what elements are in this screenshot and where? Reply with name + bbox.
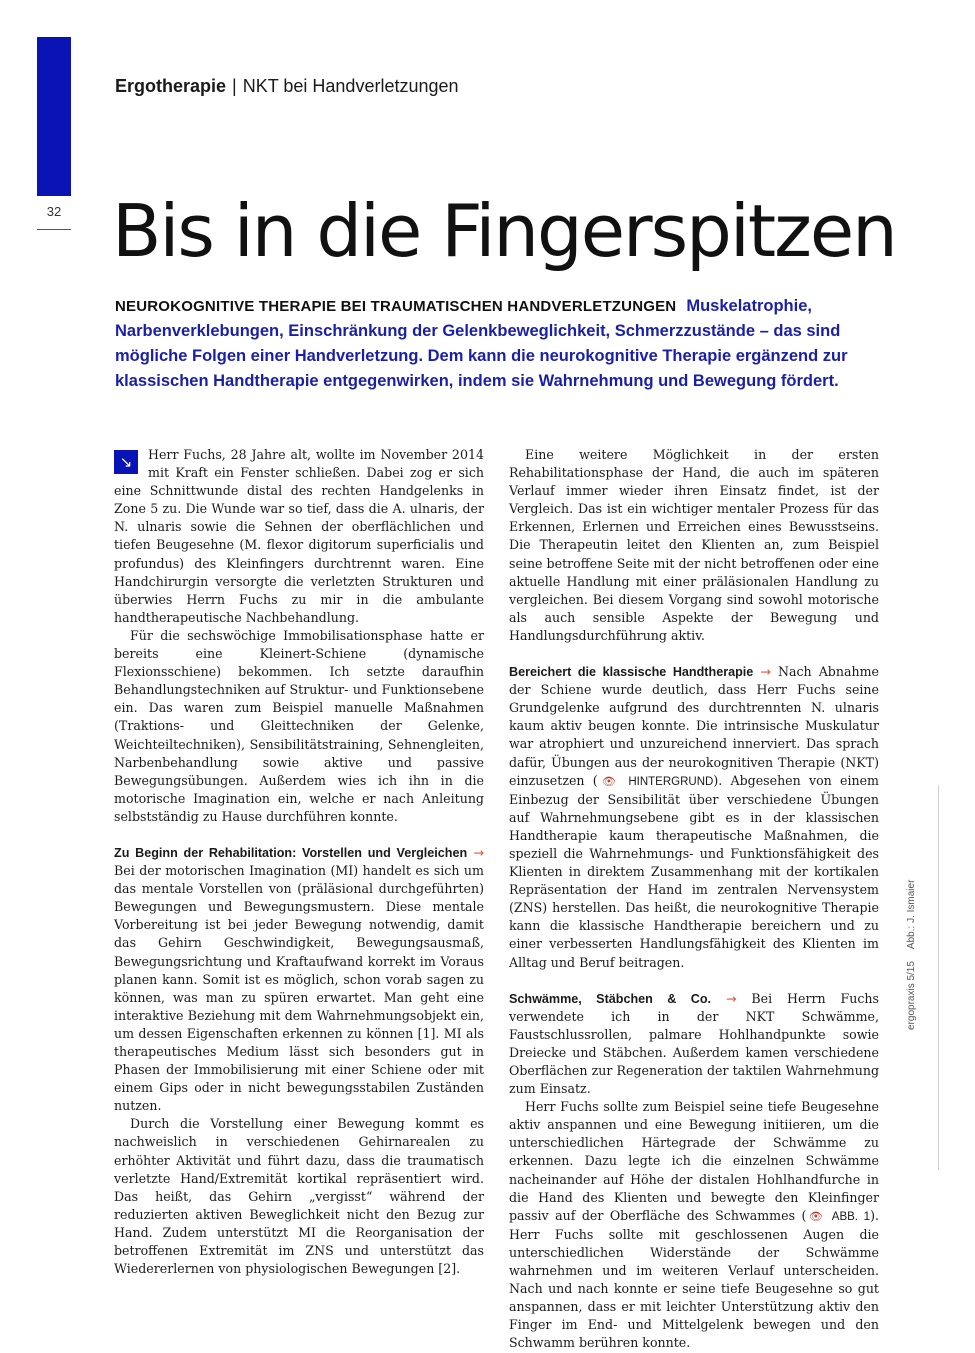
paragraph: Für die sechswöchige Immobilisationsphase hatte er bereits eine Kleinert-Schiene (dynamische Flexionsschiene) bekommen. Ich setzte daraufhin Behandlungstechniken auf Struktur- und Funktionsebene ein. Das waren zum Beispiel manuelle Maßnahmen (Traktions- und Gleittechniken der Gelenke, Weichteiltechniken), Sensibilitätstraining, Sehnengleiten, Narbenbehandlung sowie aktive und passive Bewegungsübungen. Außerdem wies ich ihn in die motorische Imagination ein, welche er nach Anleitung selbstständig zu Hause durchführen konnte. (114, 627, 484, 824)
body-column-right: Eine weitere Möglichkeit in der ersten Rehabilitationsphase der Hand, die auch im späteren Verlauf immer wieder ihren Einsatz findet, ist der Vergleich. Das ist ein wichtiger mentaler Prozess für das Erkennen, Erlernen und Erreichen eines Bewusstseins. Die Therapeutin leitet den Klienten an, zum Beispiel seine betroffene Seite mit der nicht betroffenen oder eine aktuelle Handlung mit einer präläsionalen Handlung zu vergleichen. Bei diesem Vorgang sind sowohl motorische als auch sensible Aspekte der Bewegung und Handlungsdurchführung aktiv. Bereichert die klassische Handtherapie → Nach Abnahme der Schiene wurde deutlich, dass Herr Fuchs seine Grundgelenke aufgrund des durchtrennten N. ulnaris kaum aktiv beugen konnte. Die intrinsische Muskulatur war atrophiert und unzureichend innerviert. Das sprach dafür, Übungen aus der neurokognitiven Therapie (NKT) einzusetzen (👁 HINTERGRUND). Abgesehen von einem Einbezug der Sensibilität über verschiedene Übungen auf Wahrnehmungsebene gibt es in der klassischen Handtherapie kaum therapeutische Maßnahmen, die speziell die Wahrnehmungs- und Funktionsfähigkeit des Klienten in direktem Zusammenhang mit der kortikalen Repräsentation der Hand im zentralen Nervensystem (ZNS) herstellen. Das heißt, die neurokognitive Therapie kann die klassische Handtherapie bereichern und zu einer verbesserten Handlungsfähigkeit des Klienten im Alltag und Beruf beitragen. Schwämme, Stäbchen & Co. → Bei Herrn Fuchs verwendete ich in der NKT Schwämme, Faustschlussrollen, palmare Hohlhandpunkte sowie Dreiecke und Stäbchen. Außerdem kamen verschiedene Oberflächen zur Regeneration der taktilen Wahrnehmung zum Einsatz. Herr Fuchs sollte zum Beispiel seine tiefe Beugesehne aktiv anspannen und eine Bewegung initiieren, um die unterschiedlichen Härtegrade der Schwämme zu erkennen. Dazu legte ich die einzelnen Schwämme nacheinander auf Höhe der distalen Hohlhandfurche in die Hand des Klienten und bewegte den Kleinfinger passiv auf der Oberfläche des Schwammes (👁 ABB. 1). Herr Fuchs sollte mit geschlossenen Augen die unterschiedlichen Widerstände der Schwämme wahrnehmen und im weiteren Verlauf unterscheiden. Nach und nach konnte er seine tiefe Beugesehne so gut anspannen, dass er mit leichter Unterstützung aktiv den Finger im End- und Mittelgelenk bewegen und den Schwamm berühren konnte. (509, 446, 879, 1353)
arrow-right-icon: → (473, 844, 484, 860)
image-credit: Abb.: J. Ismaier (906, 879, 917, 950)
running-header (115, 76, 459, 97)
header-separator: | (232, 76, 237, 96)
paragraph: ↘ Herr Fuchs, 28 Jahre alt, wollte im November 2014 mit Kraft ein Fenster schließen. Dabei zog er sich eine Schnittwunde distal des rechten Handgelenks in Zone 5 zu. Die Wunde war so tief, dass die A. ulnaris, der N. ulnaris sowie die Sehnen der oberflächlichen und tiefen Beugesehne (M. flexor digitorum superficialis und profundus) des Kleinfingers durchtrennt waren. Eine Handchirurgin versorgte die verletzten Strukturen und überwies Herrn Fuchs zu mir in die ambulante handtherapeutische Nachbehandlung. (114, 447, 484, 625)
article-title: Bis in die Fingerspitzen (112, 189, 896, 273)
journal-issue: ergopraxis 5/15 (906, 961, 917, 1030)
lead-kicker: NEUROKOGNITIVE THERAPIE BEI TRAUMATISCHEN HANDVERLETZUNGEN (115, 298, 677, 315)
paragraph: Herr Fuchs sollte zum Beispiel seine tiefe Beugesehne aktiv anspannen und eine Bewegung initiieren, um die unterschiedlichen Härtegrade der Schwämme zu erkennen. Dazu legte ich die einzelnen Schwämme nacheinander auf Höhe der distalen Hohlhandfurche in die Hand des Klienten und bewegte den Kleinfinger passiv auf der Oberfläche des Schwammes (👁 ABB. 1). Herr Fuchs sollte mit geschlossenen Augen die unterschiedlichen Widerstände der Schwämme wahrnehmen und im weiteren Verlauf unterscheiden. Nach und nach konnte er seine tiefe Beugesehne so gut anspannen, dass er mit leichter Unterstützung aktiv den Finger im End- und Mittelgelenk bewegen und den Schwamm berühren konnte. (509, 1099, 879, 1351)
figure-reference-link[interactable]: ABB. 1 (831, 1210, 871, 1223)
side-credit (906, 880, 926, 1030)
eye-icon: 👁 (597, 774, 621, 788)
page-number: 32 (46, 204, 62, 219)
page-number-rule (37, 229, 71, 230)
eye-icon: 👁 (806, 1209, 826, 1223)
paragraph: Durch die Vorstellung einer Bewegung kommt es nachweislich in verschiedenen Gehirnarealen zu erhöhter Aktivität und führt dazu, dass die traumatisch verletzte Hand/Extremität kortikal repräsentiert wird. Das heißt, das Gehirn „vergisst“ während der reduzierten aktiven Beweglichkeit nicht den Bezug zur Hand. Zudem unterstützt MI die Reorganisation der betroffenen Extremität im ZNS und unterstützt das Wiedererlernen von physiologischen Bewegungen [2]. (114, 1116, 484, 1277)
article-lead (115, 294, 855, 394)
lead-text: Muskelatrophie, Narbenverklebungen, Einschränkung der Gelenkbeweglichkeit, Schmerzzustände – das sind mögliche Folgen einer Handverletzung. Dem kann die neurokognitive Therapie ergänzend zur klassischen Handtherapie entgegenwirken, indem sie Wahrnehmung und Bewegung fördert. (115, 297, 848, 390)
subheading: Schwämme, Stäbchen & Co. (509, 991, 712, 1006)
body-column-left: ↘ Herr Fuchs, 28 Jahre alt, wollte im November 2014 mit Kraft ein Fenster schließen. Dabei zog er sich eine Schnittwunde distal des rechten Handgelenks in Zone 5 zu. Die Wunde war so tief, dass die A. ulnaris, der N. ulnaris sowie die Sehnen der oberflächlichen und tiefen Beugesehne (M. flexor digitorum superficialis und profundus) des Kleinfingers durchtrennt waren. Eine Handchirurgin versorgte die verletzten Strukturen und überwies Herrn Fuchs zu mir in die ambulante handtherapeutische Nachbehandlung. Für die sechswöchige Immobilisationsphase hatte er bereits eine Kleinert-Schiene (dynamische Flexionsschiene) bekommen. Ich setzte daraufhin Behandlungstechniken auf Struktur- und Funktionsebene ein. Das waren zum Beispiel manuelle Maßnahmen (Traktions- und Gleittechniken der Gelenke, Weichteiltechniken), Sensibilitätstraining, Sehnengleiten, Narbenbehandlung sowie aktive und passive Bewegungsübungen. Außerdem wies ich ihn in die motorische Imagination ein, welche er nach Anleitung selbstständig zu Hause durchführen konnte. Zu Beginn der Rehabilitation: Vorstellen und Vergleichen → Bei der motorischen Imagination (MI) handelt es sich um das mentale Vorstellen von (präläsional durchgeführten) Bewegungen und Bewegungsmustern. Diese mentale Vorbereitung ist bei jeder Bewegung notwendig, damit das Gehirn Geschwindigkeit, Bewegungsausmaß, Bewegungsrichtung und Kraftaufwand korrekt im Voraus planen kann. Somit ist es möglich, schon vorab sagen zu können, was man zu spüren erwartet. Man geht eine interaktive Beziehung mit dem Wahrnehmungsobjekt ein, um dessen Eigenschaften erkennen zu können [1]. MI als therapeutisches Medium lässt sich besonders gut in Phasen der Immobilisierung mit einer Schiene oder mit einem Gips oder in nicht bewegungsstabilen Zuständen nutzen. Durch die Vorstellung einer Bewegung kommt es nachweislich in verschiedenen Gehirnarealen zu erhöhter Aktivität und führt dazu, dass die traumatisch verletzte Hand/Extremität kortikal repräsentiert wird. Das heißt, das Gehirn „vergisst“ während der reduzierten aktiven Beweglichkeit nicht den Bezug zur Hand. Zudem unterstützt MI die Reorganisation der betroffenen Extremität im ZNS und unterstützt das Wiedererlernen von physiologischen Bewegungen [2]. (114, 446, 484, 1278)
side-rule (938, 785, 939, 1170)
paragraph: Eine weitere Möglichkeit in der ersten Rehabilitationsphase der Hand, die auch im späteren Verlauf immer wieder ihren Einsatz findet, ist der Vergleich. Das ist ein wichtiger mentaler Prozess für das Erkennen, Erlernen und Erreichen eines Bewusstseins. Die Therapeutin leitet den Klienten an, zum Beispiel seine betroffene Seite mit der nicht betroffenen oder eine aktuelle Handlung mit einer präläsionalen Handlung zu vergleichen. Bei diesem Vorgang sind sowohl motorische als auch sensible Aspekte der Bewegung und Handlungsdurchführung aktiv. (509, 447, 879, 643)
cross-reference-link[interactable]: HINTERGRUND (628, 775, 714, 788)
article-start-arrow-icon: ↘ (114, 450, 138, 474)
subheading: Bereichert die klassische Handtherapie (509, 665, 754, 680)
subheading: Zu Beginn der Rehabilitation: Vorstellen und Vergleichen (114, 845, 468, 860)
section-name: Ergotherapie (115, 76, 227, 96)
arrow-right-icon: → (725, 990, 737, 1006)
section-topic: NKT bei Handverletzungen (242, 76, 459, 96)
arrow-right-icon: → (760, 664, 771, 680)
section-color-bar (37, 37, 71, 196)
